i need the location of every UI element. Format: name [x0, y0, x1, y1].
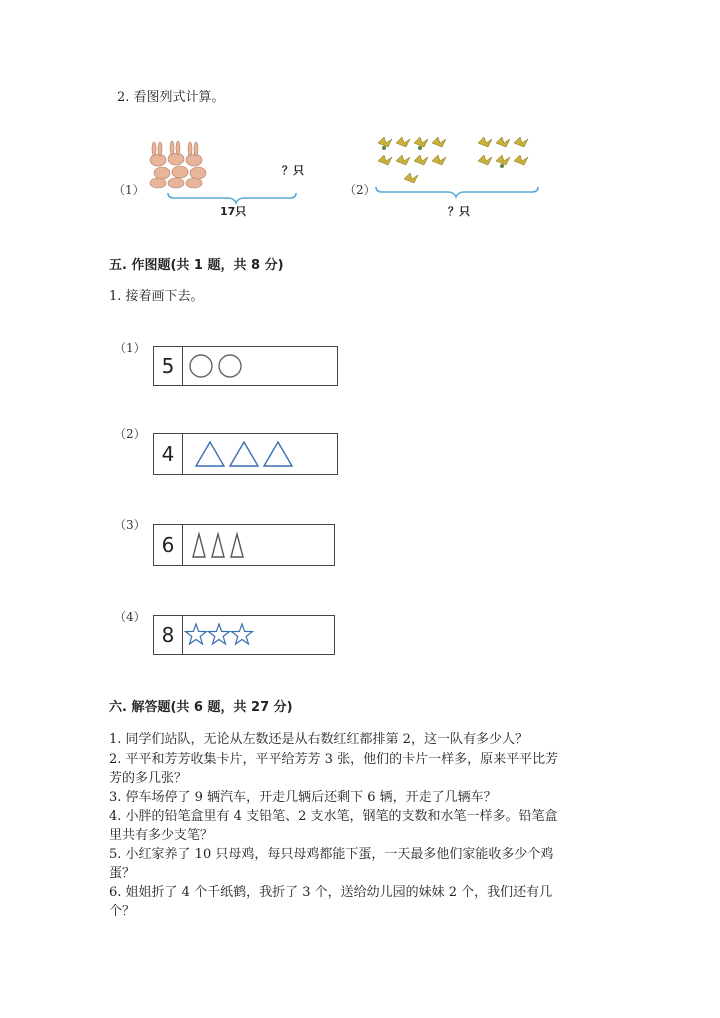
drawing-box-3[interactable]: [153, 524, 335, 566]
box-number: 8: [154, 616, 183, 654]
answer-line-5: 4. 小胖的铅笔盒里有 4 支铅笔、2 支水笔，钢笔的支数和水笔一样多。铅笔盒: [109, 809, 558, 824]
triangle-shapes: [184, 434, 334, 474]
box-number: 5: [154, 347, 183, 385]
star-icon: [232, 624, 253, 644]
circle-icon: [190, 355, 212, 377]
star-icon: [209, 624, 230, 644]
answer-line-1: 1. 同学们站队，无论从左数还是从右数红红都排第 2，这一队有多少人？: [109, 732, 528, 747]
row-4-label: （4）: [114, 610, 146, 624]
tall-triangle-icon: [212, 534, 224, 557]
section-5-question: 1. 接着画下去。: [109, 289, 204, 304]
triangle-icon: [264, 442, 292, 466]
triangle-icon: [230, 442, 258, 466]
answer-line-6: 里共有多少支笔？: [109, 828, 214, 843]
drawing-box-4[interactable]: [153, 615, 335, 655]
picture-1-label: （1）: [113, 183, 145, 197]
tall-triangle-shapes: [184, 525, 332, 565]
answer-line-2: 2. 平平和芳芳收集卡片，平平给芳芳 3 张，他们的卡片一样多，原来平平比芳: [109, 752, 559, 767]
star-icon: [186, 624, 207, 644]
drawing-box-1[interactable]: [153, 346, 338, 386]
box-number: 4: [154, 434, 183, 474]
row-1-label: （1）: [114, 341, 146, 355]
drawing-box-2[interactable]: [153, 433, 338, 475]
picture-1-bottom-label: 17只: [220, 205, 247, 218]
answer-line-7: 5. 小红家养了 10 只母鸡，每只母鸡都能下蛋，一天最多他们家能收多少个鸡: [109, 847, 554, 862]
answer-line-8: 蛋？: [109, 866, 136, 881]
row-2-label: （2）: [114, 427, 146, 441]
section-5-heading: 五. 作图题(共 1 题，共 8 分): [109, 258, 284, 273]
rabbit-icon: [150, 141, 206, 188]
star-shapes: [184, 616, 332, 654]
picture-2-label: （2）: [344, 183, 376, 197]
answer-line-10: 个？: [109, 904, 136, 919]
answer-line-4: 3. 停车场停了 9 辆汽车，开走几辆后还剩下 6 辆，开走了几辆车？: [109, 790, 497, 805]
box-number: 6: [154, 525, 183, 565]
picture-2-bottom-label: ？只: [448, 205, 470, 218]
circle-shapes: [184, 347, 334, 385]
triangle-icon: [196, 442, 224, 466]
question-title: 2. 看图列式计算。: [117, 90, 225, 105]
circle-icon: [219, 355, 241, 377]
row-3-label: （3）: [114, 518, 146, 532]
bird-icon: [378, 137, 528, 183]
section-6-heading: 六. 解答题(共 6 题，共 27 分): [109, 700, 293, 715]
tall-triangle-icon: [231, 534, 243, 557]
answer-line-3: 芳的多几张？: [109, 771, 188, 786]
picture-1-top-label: ？只: [282, 164, 304, 177]
answer-line-9: 6. 姐姐折了 4 个千纸鹤，我折了 3 个，送给幼儿园的妹妹 2 个，我们还有几: [109, 885, 553, 900]
picture-2: [370, 133, 545, 205]
tall-triangle-icon: [193, 534, 205, 557]
